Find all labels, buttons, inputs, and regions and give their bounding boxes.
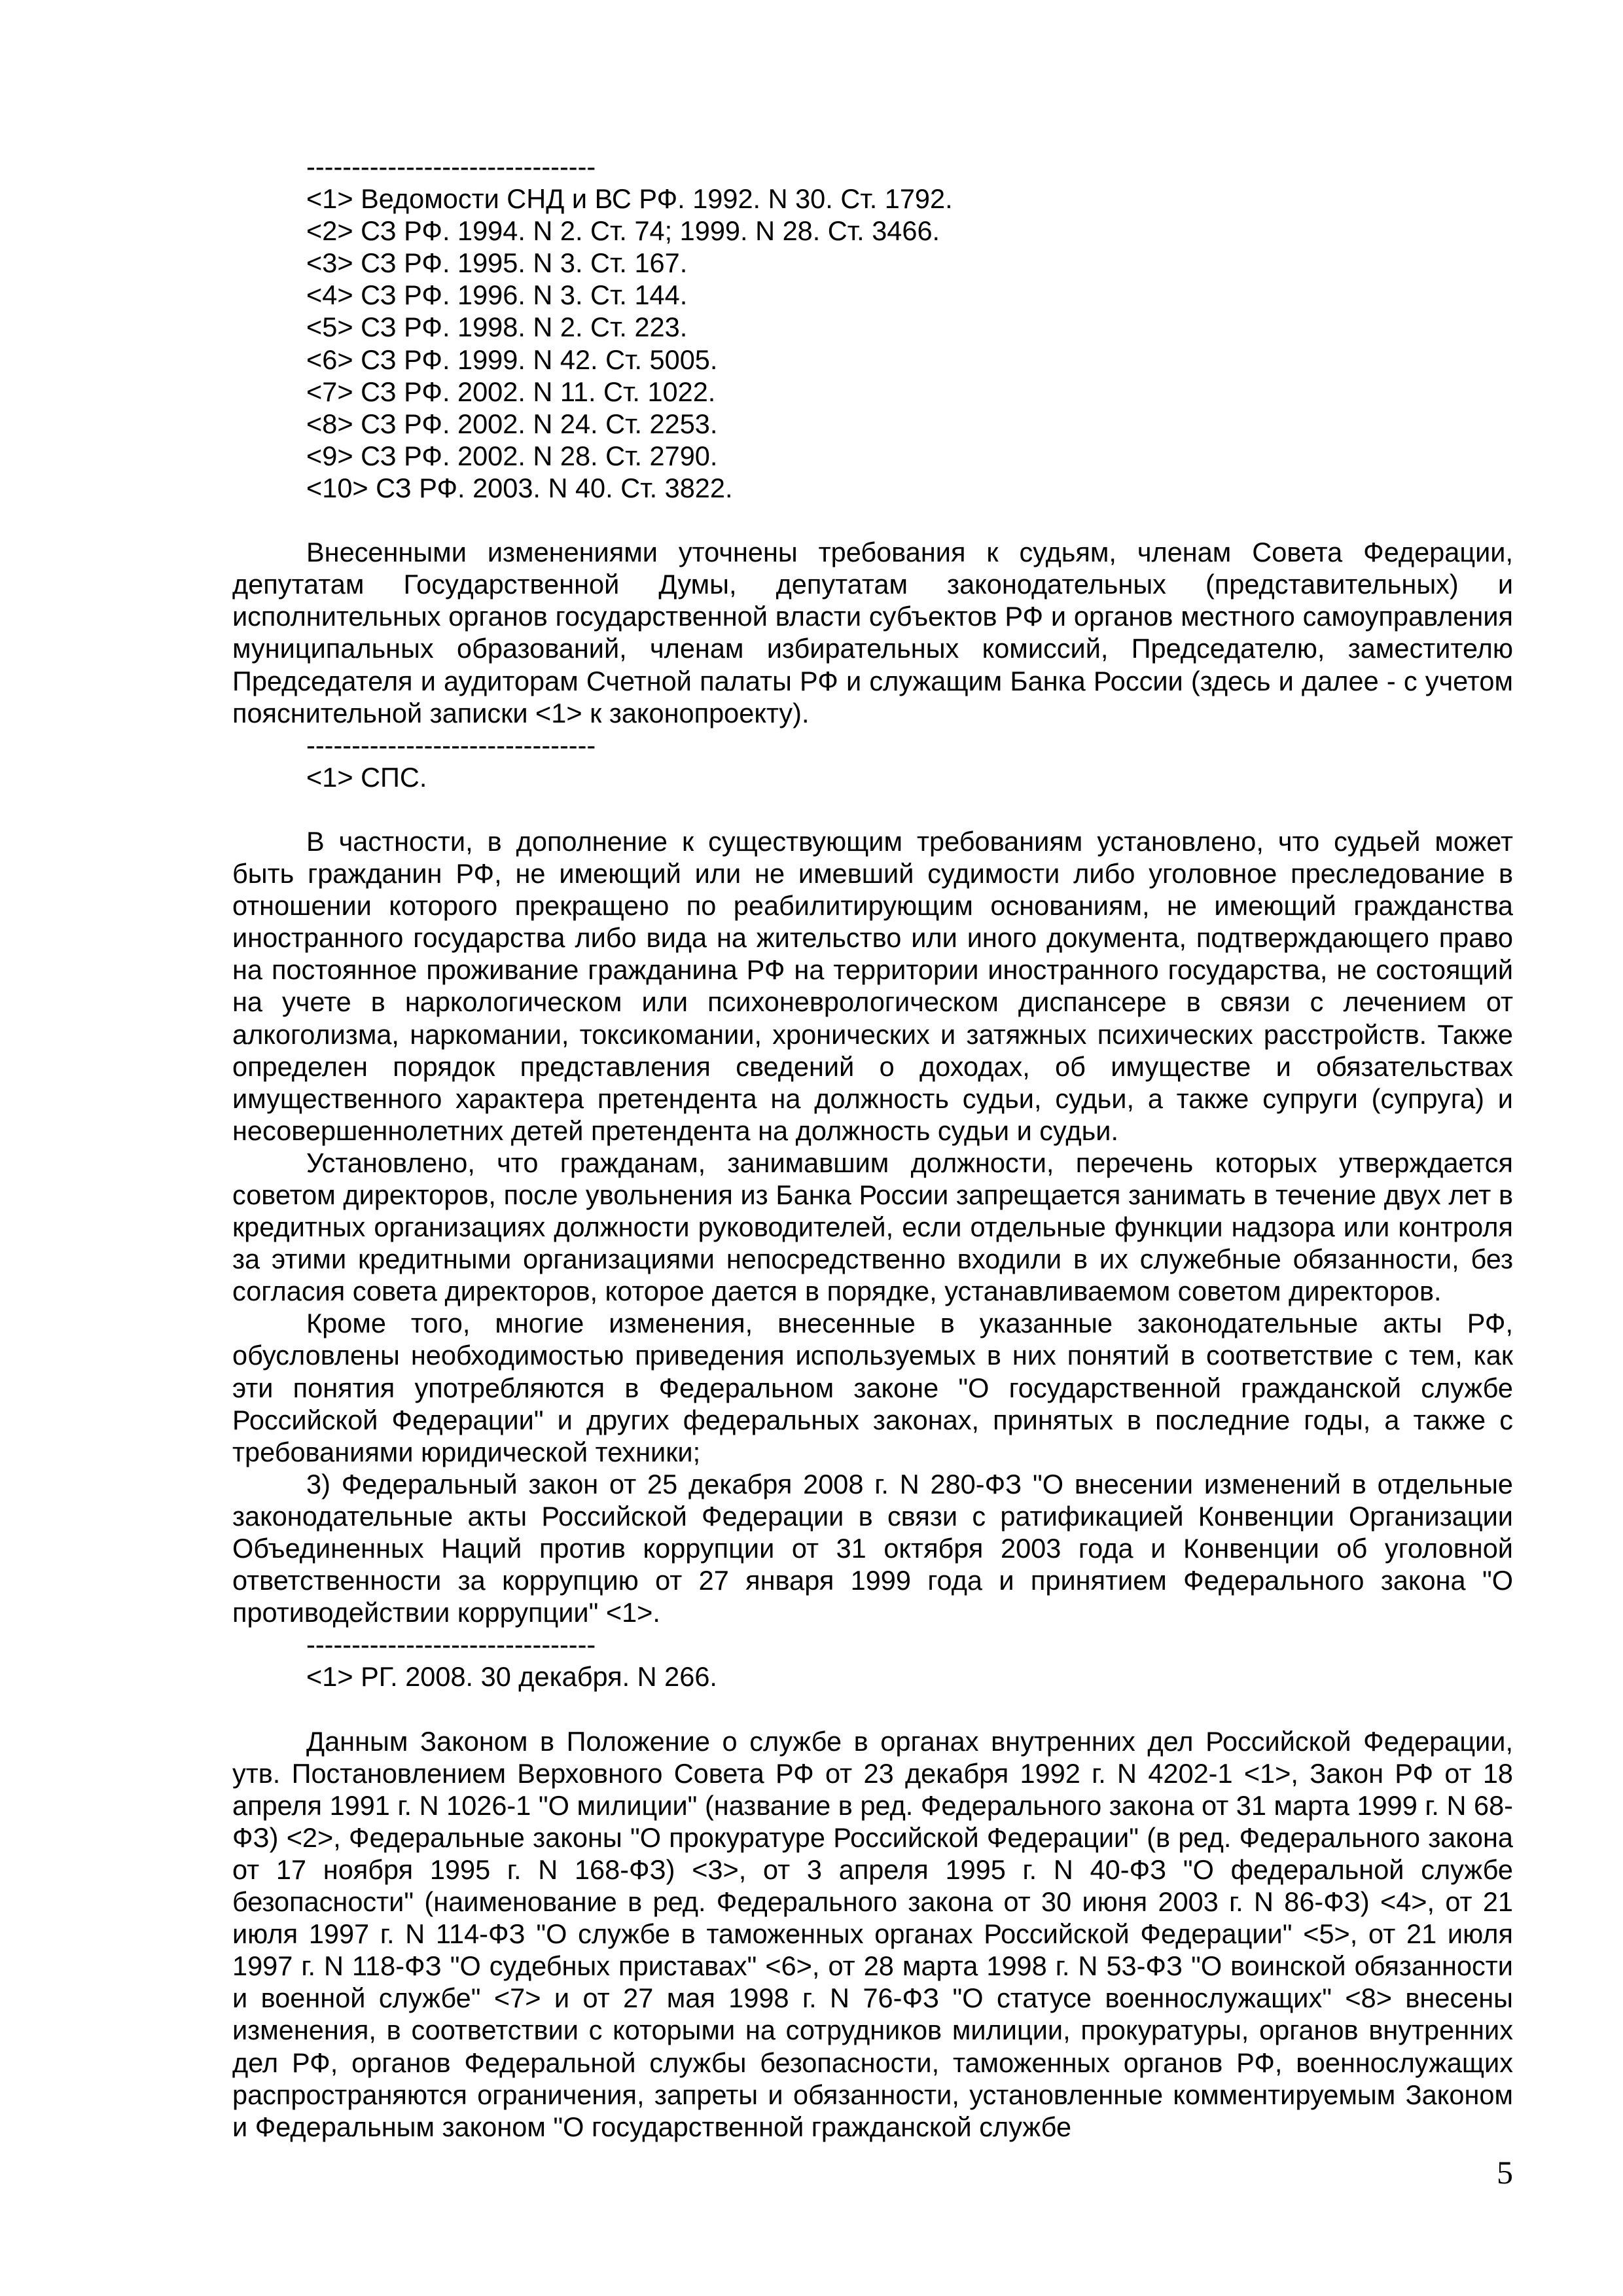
paragraph-besides: Кроме того, многие изменения, внесенные в указанные законодательные акты РФ, обусловлены необходимостью приведения используемых в них понятий в соответствие с тем, как эти понятия употребляются в Федеральном законе "О государственной гражданской службе Российской Федерации" и других федеральных законах, принятых в последние годы, а также с требованиями юридической техники; (232, 1308, 1513, 1467)
footnote-8: <8> СЗ РФ. 2002. N 24. Ст. 2253. (306, 408, 718, 439)
paragraph-changes: Внесенными изменениями уточнены требования к судьям, членам Совета Федерации, депутатам Государственной Думы, депутатам законодательных (представительных) и исполнительных органов государственной власти субъектов РФ и органов местного самоуправления муниципальных образований, членам избирательных комиссий, Председателю, заместителю Председателя и аудиторам Счетной палаты РФ и служащим Банка России (здесь и далее - с учетом пояснительной записки <1> к законопроекту). (232, 537, 1513, 728)
footnote-7: <7> СЗ РФ. 2002. N 11. Ст. 1022. (306, 376, 716, 407)
footnote-4: <4> СЗ РФ. 1996. N 3. Ст. 144. (306, 279, 688, 311)
footnote-sps: <1> СПС. (306, 761, 427, 793)
paragraph-judges: В частности, в дополнение к существующим требованиям установлено, что судьей может быть гражданин РФ, не имеющий или не имевший судимости либо уголовное преследование в отношении которого прекращено по реабилитирующим основаниям, не имеющий гражданства иностранного государства либо вида на жительство или иного документа, подтверждающего право на постоянное проживание гражданина РФ на территории иностранного государства, не состоящий на учете в наркологическом или психоневрологическом диспансере в связи с лечением от алкоголизма, наркомании, токсикомании, хронических и затяжных психических расстройств. Также определен порядок представления сведений о доходах, об имуществе и обязательствах имущественного характера претендента на должность судьи, судьи, а также супруги (супруга) и несовершеннолетних детей претендента на должность судьи и судьи. (232, 825, 1513, 1146)
footnote-rg: <1> РГ. 2008. 30 декабря. N 266. (306, 1661, 717, 1693)
footnote-separator: -------------------------------- (306, 1629, 596, 1660)
footnote-10: <10> СЗ РФ. 2003. N 40. Ст. 3822. (306, 472, 733, 503)
footnote-9: <9> СЗ РФ. 2002. N 28. Ст. 2790. (306, 440, 718, 471)
footnote-separator: -------------------------------- (306, 151, 596, 182)
spacer (232, 1693, 1513, 1725)
spacer (232, 504, 1513, 536)
page-content (232, 151, 1513, 2143)
paragraph-law-3: 3) Федеральный закон от 25 декабря 2008 г. N 280-ФЗ "О внесении изменений в отдельные законодательные акты Российской Федерации в связи с ратификацией Конвенции Организации Объединенных Наций против коррупции от 31 октября 2003 года и Конвенции об уголовной ответственности за коррупцию от 27 января 1999 года и принятием Федерального закона "О противодействии коррупции" <1>. (232, 1468, 1513, 1628)
footnote-separator: -------------------------------- (306, 729, 596, 761)
spacer (232, 793, 1513, 825)
footnote-2: <2> СЗ РФ. 1994. N 2. Ст. 74; 1999. N 28. Ст. 3466. (306, 215, 940, 247)
footnote-3: <3> СЗ РФ. 1995. N 3. Ст. 167. (306, 247, 688, 279)
footnote-6: <6> СЗ РФ. 1999. N 42. Ст. 5005. (306, 344, 718, 375)
paragraph-police: Данным Законом в Положение о службе в органах внутренних дел Российской Федерации, утв. Постановлением Верховного Совета РФ от 23 декабря 1992 г. N 4202-1 <1>, Закон РФ от 18 апреля 1991 г. N 1026-1 "О милиции" (название в ред. Федерального закона от 31 марта 1999 г. N 68-ФЗ) <2>, Федеральные законы "О прокуратуре Российской Федерации" (в ред. Федерального закона от 17 ноября 1995 г. N 168-ФЗ) <3>, от 3 апреля 1995 г. N 40-ФЗ "О федеральной службе безопасности" (наименование в ред. Федерального закона от 30 июня 2003 г. N 86-ФЗ) <4>, от 21 июля 1997 г. N 114-ФЗ "О службе в таможенных органах Российской Федерации" <5>, от 21 июля 1997 г. N 118-ФЗ "О судебных приставах" <6>, от 28 марта 1998 г. N 53-ФЗ "О воинской обязанности и военной службе" <7> и от 27 мая 1998 г. N 76-ФЗ "О статусе военнослужащих" <8> внесены изменения, в соответствии с которыми на сотрудников милиции, прокуратуры, органов внутренних дел РФ, органов Федеральной службы безопасности, таможенных органов РФ, военнослужащих распространяются ограничения, запреты и обязанности, установленные комментируемым Законом и Федеральным законом "О государственной гражданской службе (232, 1725, 1513, 2142)
page-number: 5 (1497, 2154, 1513, 2191)
footnote-5: <5> СЗ РФ. 1998. N 2. Ст. 223. (306, 312, 688, 343)
footnote-1: <1> Ведомости СНД и ВС РФ. 1992. N 30. Ст. 1792. (306, 183, 953, 215)
paragraph-bank: Установлено, что гражданам, занимавшим должности, перечень которых утверждается советом директоров, после увольнения из Банка России запрещается занимать в течение двух лет в кредитных организациях должности руководителей, если отдельные функции надзора или контроля за этими кредитными организациями непосредственно входили в их служебные обязанности, без согласия совета директоров, которое дается в порядке, устанавливаемом советом директоров. (232, 1147, 1513, 1307)
